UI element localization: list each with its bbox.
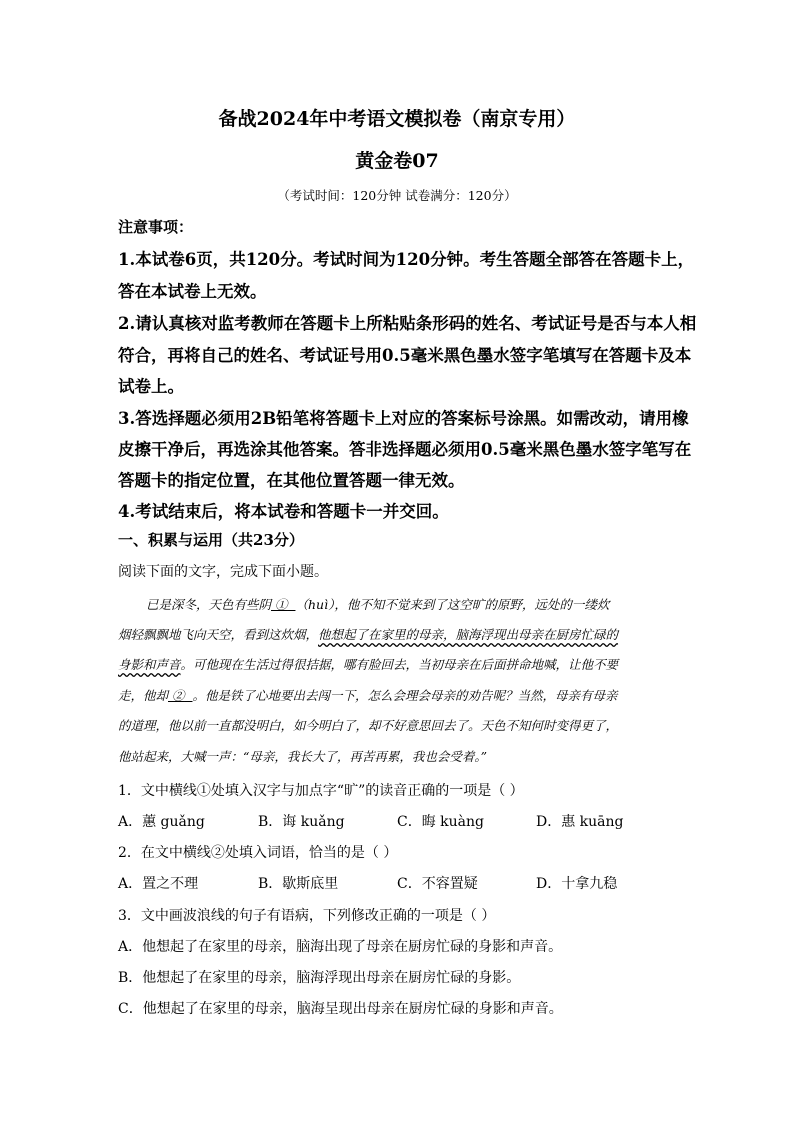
section-heading: 一、积累与运用（共23分） (118, 531, 304, 549)
notice-line: 4.考试结束后，将本试卷和答题卡一并交回。 (118, 502, 449, 521)
passage-line: 他站起来，大喊一声：“母亲，我长大了，再苦再累，我也会受着。” (118, 749, 488, 764)
notice-line: 答在本试卷上无效。 (118, 282, 267, 301)
notice-line: 3.答选择题必须用2B铅笔将答题卡上对应的答案标号涂黑。如需改动，请用橡 (118, 409, 689, 428)
notice-line: 符合，再将自己的姓名、考试证号用0.5毫米黑色墨水签字笔填写在答题卡及本 (118, 346, 692, 365)
blank-1: ① (275, 597, 288, 612)
blank-2: ② (172, 688, 185, 703)
option-b[interactable]: B．歇斯底里 (258, 876, 339, 892)
passage-line: 走，他却 ② 。他是铁了心地要出去闯一下，怎么会理会母亲的劝告呢？当然，母亲有母亲 (118, 688, 618, 703)
passage-line: 身影和声音。可他现在生活过得很拮据，哪有脸回去，当初母亲在后面拼命地喊，让他不要 (118, 657, 619, 672)
option-d[interactable]: D．惠 kuāng (536, 814, 624, 830)
question-stem: 3．文中画波浪线的句子有语病，下列修改正确的一项是（ ） (118, 908, 496, 924)
question-stem: 1．文中横线①处填入汉字与加点字“旷”的读音正确的一项是（ ） (118, 783, 524, 799)
wavy-underlined-sentence: 身影和声音 (118, 657, 181, 672)
page-subtitle: 黄金卷07 (355, 150, 439, 172)
passage-line: 已是深冬，天色有些阴 ① （huì），他不知不觉来到了这空旷的原野，远处的一缕炊 (146, 597, 610, 612)
question-stem: 2．在文中横线②处填入词语，恰当的是（ ） (118, 845, 398, 861)
option-a[interactable]: A．蕙 guǎng (118, 814, 205, 830)
option-b[interactable]: B．他想起了在家里的母亲，脑海浮现出母亲在厨房忙碌的身影。 (118, 970, 521, 986)
passage-line: 的道理，他以前一直都没明白，如今明白了，却不好意思回去了。天色不知何时变得更了， (118, 718, 619, 733)
option-c[interactable]: C．晦 kuàng (397, 814, 484, 830)
option-b[interactable]: B．诲 kuǎng (258, 814, 345, 830)
option-c[interactable]: C．不容置疑 (397, 876, 478, 892)
option-a[interactable]: A．置之不理 (118, 876, 199, 892)
page-title: 备战2024年中考语文模拟卷（南京专用） (218, 108, 576, 130)
wavy-underlined-sentence: 他想起了在家里的母亲，脑海浮现出母亲在厨房忙碌的 (318, 627, 619, 642)
notice-line: 1.本试卷6页，共120分。考试时间为120分钟。考生答题全部答在答题卡上， (118, 250, 695, 269)
exam-info: （考试时间：120分钟 试卷满分：120分） (277, 188, 517, 203)
notice-line: 皮擦干净后，再选涂其他答案。答非选择题必须用0.5毫米黑色墨水签字笔写在 (118, 440, 692, 459)
passage-line: 烟轻飘飘地飞向天空，看到这炊烟，他想起了在家里的母亲，脑海浮现出母亲在厨房忙碌的 (118, 627, 619, 642)
option-c[interactable]: C．他想起了在家里的母亲，脑海呈现出母亲在厨房忙碌的身影和声音。 (118, 1001, 563, 1017)
section-instruction: 阅读下面的文字，完成下面小题。 (118, 564, 328, 580)
notice-heading: 注意事项： (118, 218, 194, 236)
option-d[interactable]: D．十拿九稳 (536, 876, 618, 892)
notice-line: 2.请认真核对监考教师在答题卡上所粘贴条形码的姓名、考试证号是否与本人相 (118, 314, 697, 333)
notice-line: 答题卡的指定位置，在其他位置答题一律无效。 (118, 471, 465, 490)
notice-line: 试卷上。 (118, 377, 184, 396)
option-a[interactable]: A．他想起了在家里的母亲，脑海出现了母亲在厨房忙碌的身影和声音。 (118, 939, 563, 955)
